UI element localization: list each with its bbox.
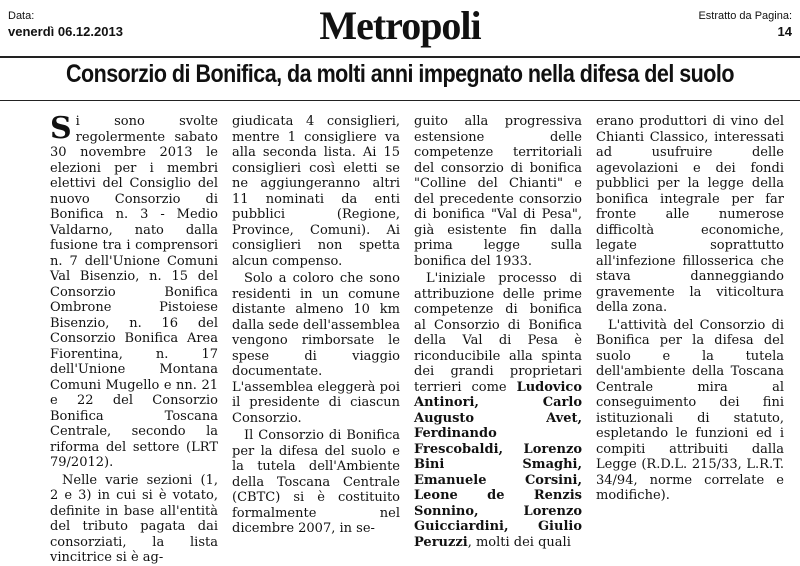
paragraph: Nelle varie sezioni (1, 2 e 3) in cui si è votato, definite in base all'entità del tributo pagata dai consorziati, la lista vincitrice si è ag- — [50, 472, 218, 565]
landowner-names: Ludovico Antinori, Carlo Augusto Avet, Ferdinando Frescobaldi, Lorenzo Bini Smaghi, Emanuele Corsini, Leone de Renzis Sonnino, Lorenzo Guicciardini, Giulio Peruzzi — [414, 379, 582, 550]
paragraph-text: , molti dei quali — [467, 534, 571, 550]
page-header — [0, 0, 800, 56]
paragraph: erano produttori di vino del Chianti Classico, interessati ad usufruire delle agevolazioni e dei fondi pubblici per la legge della bonifica integrale per far fronte alle numerose difficoltà economiche, legate soprattutto all'infezione fillosserica che stava danneggiando gravemente la viticoltura della zona. — [596, 114, 784, 315]
paragraph: giudicata 4 consiglieri, mentre 1 consigliere va alla seconda lista. Ai 15 consiglieri così eletti se ne aggiungeranno altri 11 nominati da enti pubblici (Regione, Province, Comuni). Ai consiglieri non spetta alcun compenso. — [232, 114, 400, 269]
article-column-4 — [596, 114, 784, 503]
headline-rule — [0, 100, 800, 101]
header-rule — [0, 56, 800, 58]
paragraph — [50, 111, 218, 471]
article-body — [50, 111, 790, 565]
article-column-2 — [232, 114, 400, 536]
article-headline: Consorzio di Bonifica, da molti anni impegnato nella difesa del suolo — [65, 60, 735, 88]
masthead-logo: Metropoli — [319, 3, 481, 48]
page-number: 14 — [777, 24, 792, 39]
paragraph: Il Consorzio di Bonifica per la difesa del suolo e la tutela dell'Ambiente della Toscana Centrale (CBTC) si è costituito formalmente nel dicembre 2007, in se- — [232, 428, 400, 536]
date-label: Data: — [8, 10, 35, 22]
paragraph: Solo a coloro che sono residenti in un comune distante almeno 10 km dalla sede dell'assemblea vengono rimborsate le spese di viaggio documentate. L'assemblea eleggerà poi il presidente di ciascun Consorzio. — [232, 271, 400, 426]
article-column-1 — [50, 111, 218, 565]
page-extract-block — [698, 8, 792, 40]
paragraph-text: L'iniziale processo di attribuzione delle prime competenze di bonifica al Consorzio di Bonifica della Val di Pesa è riconducibile alla spinta dei grandi proprietari terrieri come — [414, 271, 582, 395]
article-column-3 — [414, 114, 582, 550]
date-value: venerdì 06.12.2013 — [8, 24, 123, 39]
paragraph — [414, 271, 582, 550]
paragraph: L'attività del Consorzio di Bonifica per la difesa del suolo e la tutela dell'ambiente della Toscana Centrale mira al conseguimento dei fini istituzionali di statuto, espletando le funzioni ed i compiti attribuiti dalla Legge (R.D.L. 215/33, L.R.T. 34/94, norme correlate e modifiche). — [596, 317, 784, 503]
paragraph: guito alla progressiva estensione delle competenze territoriali del consorzio di bonifica "Colline del Chianti" e del precedente consorzio di bonifica "Val di Pesa", già esistente fin dalla prima legge sulla bonifica del 1933. — [414, 114, 582, 269]
paragraph-text: i sono svolte regolermente sabato 30 novembre 2013 le elezioni per i membri elettivi del Consiglio del nuovo Consorzio di Bonifica n. 3 - Medio Valdarno, nato dalla fusione tra i comprensori n. 7 dell'Unione Comuni Val Bisenzio, n. 15 del Consorzio Bonifica Ombrone Pistoiese Bisenzio, n. 16 del Consorzio Bonifica Area Fiorentina, n. 17 dell'Unione Montana Comuni Mugello e nn. 21 e 22 del Consorzio Bonifica Toscana Centrale, secondo la riforma del settore (LRT 79/2012). — [50, 114, 218, 470]
extract-label: Estratto da Pagina: — [698, 10, 792, 22]
drop-cap: S — [50, 111, 72, 146]
